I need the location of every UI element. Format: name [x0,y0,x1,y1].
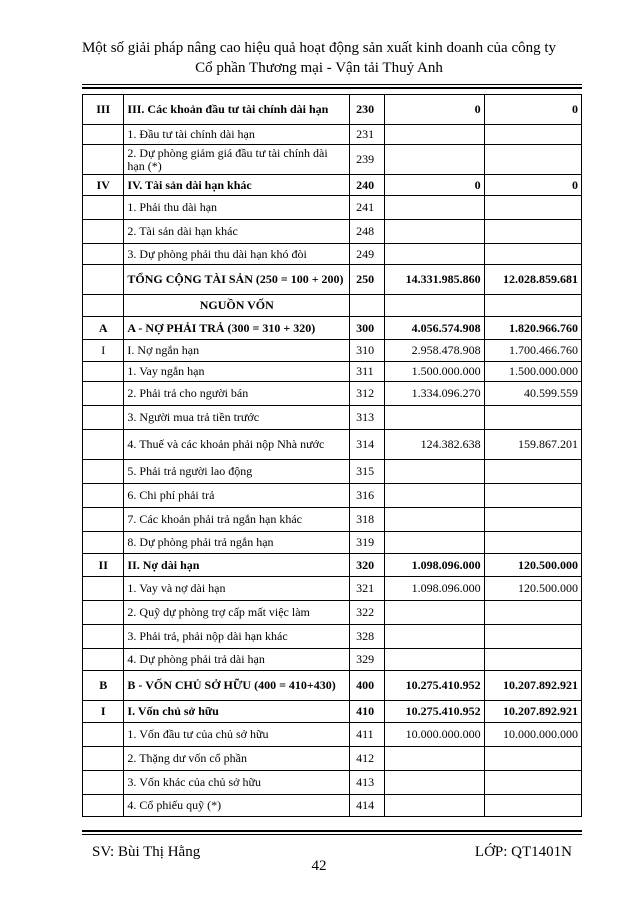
row-code: 328 [350,625,385,649]
table-row [83,430,582,460]
row-current-value: 1.500.000.000 [385,362,484,382]
row-code: 250 [350,265,385,295]
row-description: III. Các khoản đầu tư tài chính dài hạn [124,95,350,125]
row-current-value [385,771,484,795]
row-current-value [385,625,484,649]
row-current-value: 0 [385,175,484,196]
row-previous-value [484,649,581,671]
header-title-line-2: Cổ phần Thương mại - Vận tải Thuỷ Anh [195,60,443,76]
header-title-line-1: Một số giải pháp nâng cao hiệu quả hoạt động sản xuất kinh doanh của công ty [81,40,557,56]
row-section-number [83,484,124,508]
row-section-number [83,125,124,145]
row-code: 400 [350,671,385,701]
row-section-number: I [83,701,124,723]
row-previous-value [484,795,581,817]
row-current-value: 10.275.410.952 [385,701,484,723]
table-row [83,295,582,317]
row-section-number: II [83,554,124,577]
footer-rule-thick [82,830,582,832]
row-current-value: 2.958.478.908 [385,340,484,362]
row-current-value: 14.331.985.860 [385,265,484,295]
row-description: 8. Dự phòng phải trả ngắn hạn [124,532,350,554]
table-row [83,701,582,723]
footer-rule [82,834,582,835]
row-code: 414 [350,795,385,817]
row-previous-value: 10.000.000.000 [484,723,581,747]
row-previous-value: 12.028.859.681 [484,265,581,295]
table-row [83,317,582,340]
row-code: 410 [350,701,385,723]
row-section-number [83,362,124,382]
row-code: 312 [350,382,385,406]
row-description: 3. Dự phòng phải thu dài hạn khó đòi [124,244,350,265]
row-previous-value [484,771,581,795]
row-description: B - VỐN CHỦ SỞ HỮU (400 = 410+430) [124,671,350,701]
table-row [83,95,582,125]
row-description: II. Nợ dài hạn [124,554,350,577]
row-code: 240 [350,175,385,196]
row-previous-value [484,508,581,532]
row-code: 329 [350,649,385,671]
row-code: 315 [350,460,385,484]
row-previous-value: 10.207.892.921 [484,671,581,701]
row-previous-value [484,406,581,430]
row-code: 413 [350,771,385,795]
row-current-value: 4.056.574.908 [385,317,484,340]
row-current-value: 10.000.000.000 [385,723,484,747]
row-current-value [385,795,484,817]
row-previous-value: 10.207.892.921 [484,701,581,723]
row-description: 6. Chi phí phải trả [124,484,350,508]
row-code: 239 [350,145,385,175]
row-section-number [83,601,124,625]
row-section-number [83,577,124,601]
table-row [83,125,582,145]
row-description: 1. Vay ngắn hạn [124,362,350,382]
row-description: 1. Vay và nợ dài hạn [124,577,350,601]
row-description: 4. Dự phòng phải trả dài hạn [124,649,350,671]
row-code: 230 [350,95,385,125]
row-current-value [385,406,484,430]
row-current-value: 124.382.638 [385,430,484,460]
row-previous-value [484,484,581,508]
row-previous-value [484,460,581,484]
row-section-number [83,220,124,244]
table-row [83,484,582,508]
row-code: 300 [350,317,385,340]
row-code [350,295,385,317]
row-section-number [83,295,124,317]
row-code: 322 [350,601,385,625]
row-previous-value: 159.867.201 [484,430,581,460]
row-current-value [385,125,484,145]
row-code: 412 [350,747,385,771]
row-code: 320 [350,554,385,577]
row-current-value [385,484,484,508]
table-row [83,771,582,795]
row-section-number: A [83,317,124,340]
row-previous-value: 0 [484,95,581,125]
row-section-number [83,747,124,771]
row-previous-value [484,601,581,625]
row-previous-value: 1.700.466.760 [484,340,581,362]
row-code: 231 [350,125,385,145]
row-code: 314 [350,430,385,460]
row-current-value [385,601,484,625]
table-row [83,196,582,220]
table-row [83,244,582,265]
row-code: 241 [350,196,385,220]
row-description: A - NỢ PHẢI TRẢ (300 = 310 + 320) [124,317,350,340]
row-description: IV. Tài sản dài hạn khác [124,175,350,196]
table-row [83,532,582,554]
row-previous-value: 1.500.000.000 [484,362,581,382]
row-description: 3. Người mua trả tiền trước [124,406,350,430]
row-current-value [385,220,484,244]
table-row [83,625,582,649]
row-description: 5. Phải trả người lao động [124,460,350,484]
row-previous-value: 120.500.000 [484,554,581,577]
table-row [83,577,582,601]
table-row [83,362,582,382]
table-row [83,508,582,532]
row-section-number [83,196,124,220]
row-code: 319 [350,532,385,554]
row-code: 316 [350,484,385,508]
table-row [83,145,582,175]
row-description: 7. Các khoản phải trả ngắn hạn khác [124,508,350,532]
row-section-number: III [83,95,124,125]
row-description: 2. Tài sản dài hạn khác [124,220,350,244]
row-current-value [385,747,484,771]
table-row [83,747,582,771]
row-code: 248 [350,220,385,244]
row-code: 249 [350,244,385,265]
row-description: 1. Vốn đầu tư của chủ sở hữu [124,723,350,747]
row-previous-value [484,125,581,145]
row-previous-value [484,625,581,649]
row-current-value [385,295,484,317]
row-description: I. Vốn chủ sở hữu [124,701,350,723]
row-section-number: IV [83,175,124,196]
row-section-number [83,382,124,406]
row-current-value: 1.098.096.000 [385,577,484,601]
row-section-number [83,771,124,795]
page-number: 42 [311,858,327,874]
row-current-value [385,508,484,532]
row-previous-value [484,244,581,265]
row-section-number [83,508,124,532]
row-section-number [83,649,124,671]
row-current-value: 1.098.096.000 [385,554,484,577]
row-description: 2. Dự phòng giảm giá đầu tư tài chính dài hạn (*) [124,145,350,175]
row-description: 2. Phải trả cho người bán [124,382,350,406]
row-code: 321 [350,577,385,601]
class-code: LỚP: QT1401N [474,844,572,860]
row-code: 311 [350,362,385,382]
table-row [83,406,582,430]
row-description: 4. Thuế và các khoản phải nộp Nhà nước [124,430,350,460]
row-code: 411 [350,723,385,747]
row-description: 1. Đầu tư tài chính dài hạn [124,125,350,145]
table-row [83,723,582,747]
row-section-number: I [83,340,124,362]
row-current-value: 0 [385,95,484,125]
table-row [83,795,582,817]
row-current-value [385,460,484,484]
row-description: 2. Quỹ dự phòng trợ cấp mất việc làm [124,601,350,625]
row-description: 3. Phải trả, phải nộp dài hạn khác [124,625,350,649]
balance-sheet-table [82,94,582,817]
row-code: 310 [350,340,385,362]
table-row [83,671,582,701]
row-current-value [385,196,484,220]
row-current-value [385,145,484,175]
row-description: 4. Cổ phiếu quỹ (*) [124,795,350,817]
row-previous-value [484,747,581,771]
row-previous-value: 1.820.966.760 [484,317,581,340]
row-section-number [83,625,124,649]
row-section-number [83,460,124,484]
row-previous-value: 120.500.000 [484,577,581,601]
header-rule [82,84,582,85]
table-row [83,265,582,295]
row-description: 1. Phải thu dài hạn [124,196,350,220]
row-section-number [83,244,124,265]
row-previous-value [484,220,581,244]
table-row [83,340,582,362]
row-current-value [385,244,484,265]
table-row [83,554,582,577]
row-previous-value [484,532,581,554]
row-section-number: B [83,671,124,701]
row-description: 3. Vốn khác của chủ sở hữu [124,771,350,795]
page-header [0,38,638,78]
row-description: NGUỒN VỐN [124,295,350,317]
row-previous-value [484,196,581,220]
row-code: 313 [350,406,385,430]
row-current-value [385,649,484,671]
balance-sheet-body [83,95,582,817]
row-section-number [83,723,124,747]
row-section-number [83,795,124,817]
row-section-number [83,532,124,554]
table-row [83,175,582,196]
row-section-number [83,265,124,295]
row-current-value: 10.275.410.952 [385,671,484,701]
row-code: 318 [350,508,385,532]
row-current-value [385,532,484,554]
row-description: 2. Thặng dư vốn cổ phần [124,747,350,771]
table-row [83,460,582,484]
table-row [83,220,582,244]
row-section-number [83,406,124,430]
table-row [83,601,582,625]
table-row [83,649,582,671]
row-description: TỔNG CỘNG TÀI SẢN (250 = 100 + 200) [124,265,350,295]
header-rule-thick [82,87,582,89]
row-previous-value [484,295,581,317]
row-previous-value [484,145,581,175]
row-section-number [83,145,124,175]
student-name: SV: Bùi Thị Hằng [92,844,201,860]
row-description: I. Nợ ngắn hạn [124,340,350,362]
row-previous-value: 0 [484,175,581,196]
row-section-number [83,430,124,460]
row-current-value: 1.334.096.270 [385,382,484,406]
table-row [83,382,582,406]
row-previous-value: 40.599.559 [484,382,581,406]
